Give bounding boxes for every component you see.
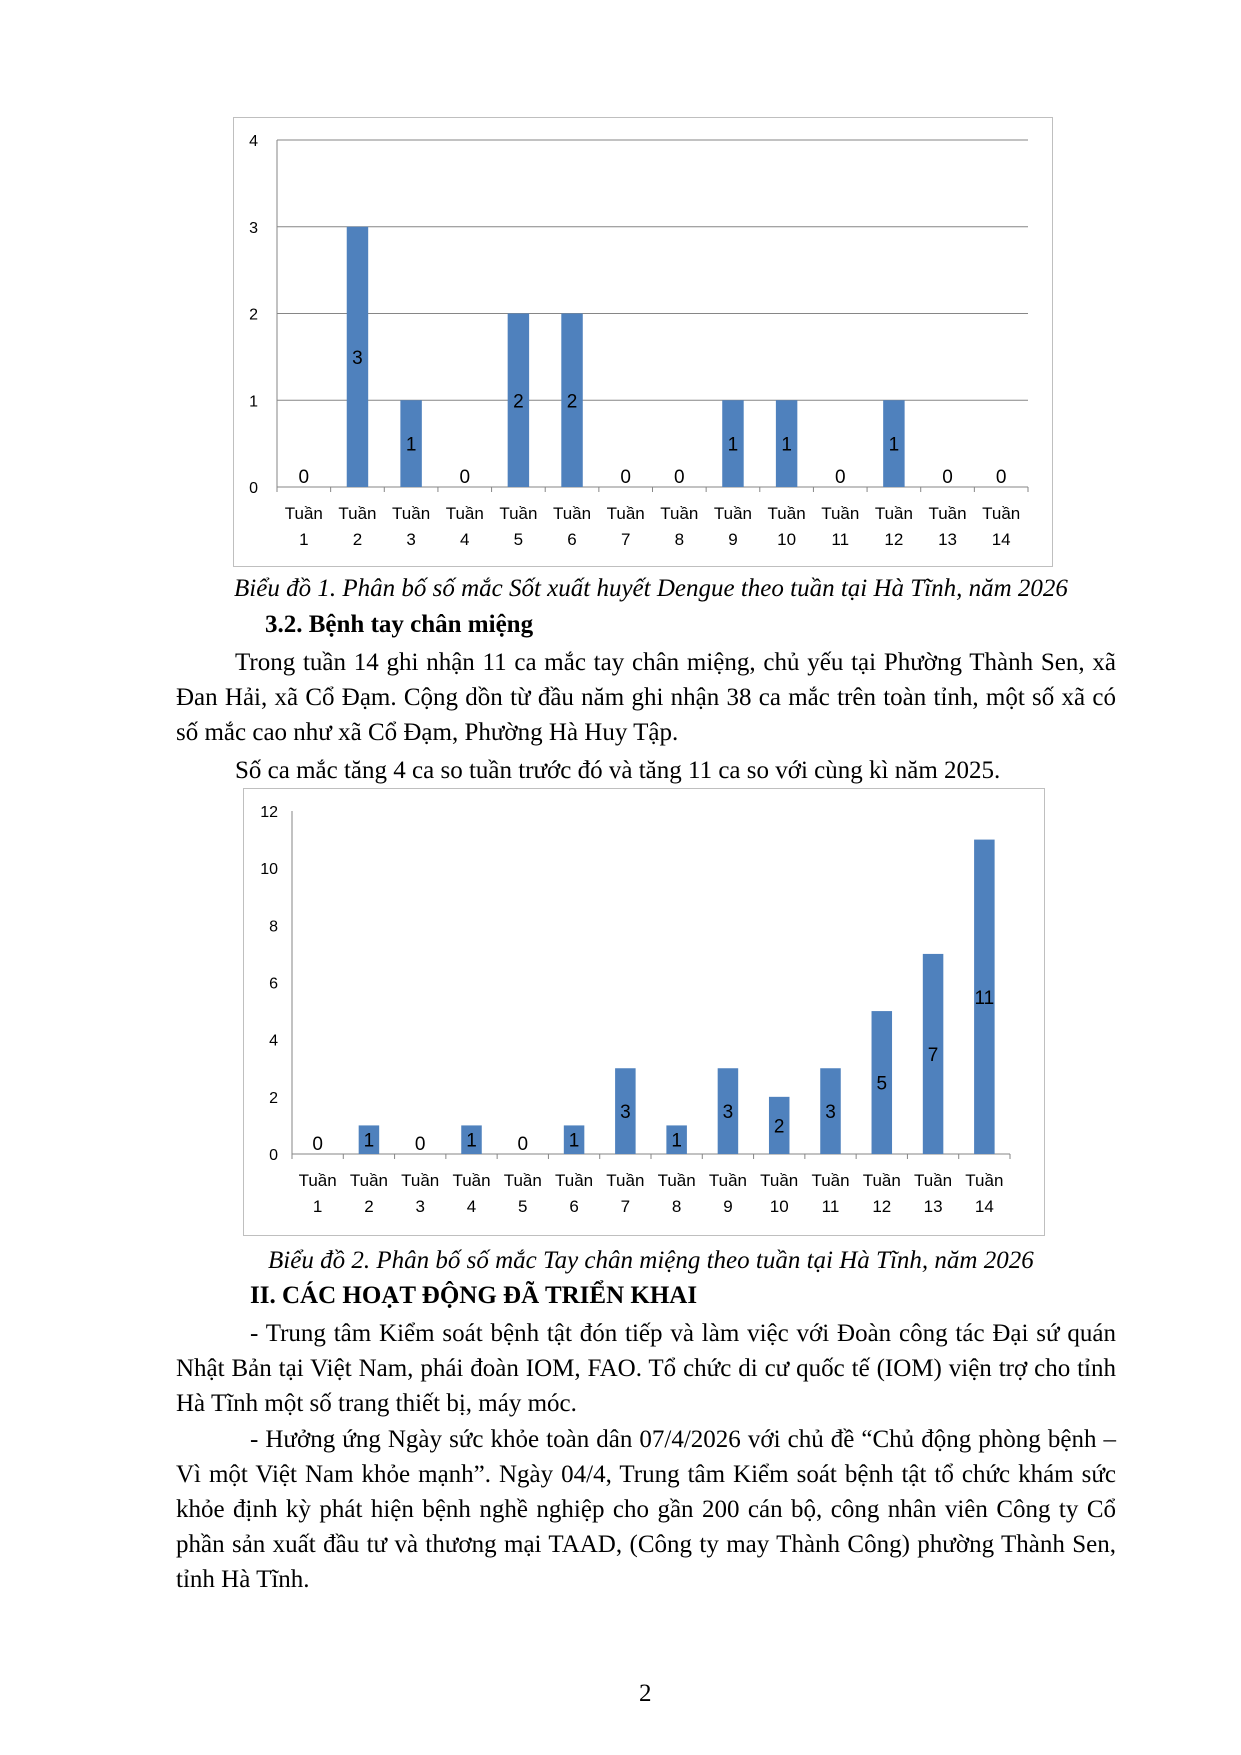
data-label: 1 [363,1130,375,1152]
x-tick-label-number: 5 [518,1197,528,1216]
x-tick-label-word: Tuần [552,504,592,523]
x-tick-label-word: Tuần [874,504,913,523]
data-label: 0 [298,467,310,488]
x-tick-label-word: Tuần [555,1171,594,1190]
data-label: 3 [620,1102,631,1124]
y-tick-label: 3 [249,219,258,237]
data-label: 1 [466,1130,477,1152]
data-label: 3 [722,1102,734,1124]
x-tick-label-number: 8 [671,1197,682,1216]
data-label: 1 [888,434,900,456]
data-label: 1 [671,1130,682,1152]
data-label: 0 [414,1134,426,1155]
data-label: 5 [876,1073,888,1095]
x-tick-label-word: Tuần [503,1171,542,1190]
x-tick-label-word: Tuần [284,504,323,523]
x-tick-label-number: 12 [884,530,904,549]
y-tick-label: 6 [269,975,278,993]
x-tick-label-word: Tuần [965,1171,1004,1190]
x-tick-label-number: 4 [466,1197,477,1216]
x-tick-label-word: Tuần [767,504,806,523]
x-tick-label-word: Tuần [760,1171,799,1190]
chart-dengue [233,117,1053,567]
section-II-paragraph-2: - Hưởng ứng Ngày sức khỏe toàn dân 07/4/2026 với chủ đề “Chủ động phòng bệnh – Vì một Việt Nam khỏe mạnh”. Ngày 04/4, Trung tâm Kiểm soát bệnh tật tổ chức khám sức khỏe định kỳ phát hiện bệnh nghề nghiệp cho gần 200 cán bộ, công nhân viên Công ty Cổ phần sản xuất đầu tư và thương mại TAAD, (Công ty may Thành Công) phường Thành Sen, tỉnh Hà Tĩnh. [176,1426,1116,1593]
x-tick-label-number: 10 [777,530,797,549]
data-label: 1 [727,434,739,456]
x-tick-label-number: 1 [312,1197,323,1216]
x-tick-label-word: Tuần [606,504,645,523]
x-tick-label-word: Tuần [713,504,753,523]
section-3-2-paragraph-2: Số ca mắc tăng 4 ca so tuần trước đó và tăng 11 ca so với cùng kì năm 2025. [235,757,1001,784]
data-label: 0 [459,467,471,488]
x-tick-label-word: Tuần [928,504,967,523]
y-tick-label: 4 [269,1032,278,1050]
x-tick-label-word: Tuần [298,1171,337,1190]
x-tick-label-number: 7 [620,530,631,549]
data-label: 11 [974,987,995,1009]
page-number: 2 [639,1680,652,1707]
x-tick-label-word: Tuần [338,504,377,523]
data-label: 0 [995,467,1007,488]
data-label: 0 [674,467,685,488]
x-tick-label-word: Tuần [657,1171,696,1190]
x-tick-label-word: Tuần [401,1171,440,1190]
data-label: 3 [825,1102,836,1124]
data-label: 2 [773,1116,785,1138]
y-tick-label: 8 [269,918,278,936]
x-tick-label-number: 10 [769,1197,789,1216]
data-label: 3 [352,347,363,369]
data-label: 2 [566,391,578,413]
x-tick-label-word: Tuần [862,1171,901,1190]
x-tick-label-word: Tuần [392,504,431,523]
chart1-caption: Biểu đồ 1. Phân bố số mắc Sốt xuất huyết Dengue theo tuần tại Hà Tĩnh, năm 2026 [234,575,1068,602]
x-tick-label-number: 8 [674,530,685,549]
x-tick-label-number: 1 [299,530,309,549]
x-tick-label-number: 5 [513,530,524,549]
x-tick-label-word: Tuần [811,1171,850,1190]
y-tick-label: 0 [249,480,258,497]
x-tick-label-number: 3 [415,1197,425,1216]
x-tick-label-word: Tuần [499,504,538,523]
y-tick-label: 2 [249,306,258,324]
data-label: 1 [405,434,417,456]
data-label: 0 [942,467,953,488]
section-3-2-heading: 3.2. Bệnh tay chân miệng [265,611,534,638]
chart2-caption: Biểu đồ 2. Phân bố số mắc Tay chân miệng theo tuần tại Hà Tĩnh, năm 2026 [268,1247,1034,1274]
x-tick-label-word: Tuần [914,1171,953,1190]
y-tick-label: 4 [249,133,258,150]
x-tick-label-word: Tuần [821,504,860,523]
x-tick-label-word: Tuần [660,504,699,523]
data-label: 0 [312,1134,323,1155]
data-label: 7 [927,1044,939,1066]
x-tick-label-number: 4 [460,530,470,549]
y-tick-label: 2 [269,1089,278,1107]
x-tick-label-number: 13 [923,1197,943,1216]
data-label: 0 [517,1134,529,1155]
data-label: 0 [834,467,846,488]
x-tick-label-number: 11 [821,1197,840,1216]
chart-hfmd [243,788,1045,1236]
section-II-heading: II. CÁC HOẠT ĐỘNG ĐÃ TRIỂN KHAI [250,1282,698,1309]
x-tick-label-word: Tuần [606,1171,645,1190]
x-tick-label-number: 7 [620,1197,631,1216]
y-tick-label: 10 [260,861,278,879]
data-label: 1 [568,1130,580,1152]
x-tick-label-number: 11 [831,530,850,549]
chart-hfmd-svg [244,789,1046,1237]
x-tick-label-number: 13 [938,530,957,549]
x-tick-label-word: Tuần [349,1171,388,1190]
y-tick-label: 0 [269,1147,278,1164]
x-tick-label-word: Tuần [982,504,1021,523]
data-label: 1 [781,434,792,456]
y-tick-label: 12 [260,804,278,821]
data-label: 2 [513,391,524,413]
chart-dengue-svg [234,118,1054,568]
x-tick-label-number: 9 [723,1197,733,1216]
x-tick-label-number: 2 [352,530,363,549]
x-tick-label-number: 6 [567,530,577,549]
x-tick-label-word: Tuần [452,1171,491,1190]
x-tick-label-number: 6 [569,1197,579,1216]
data-label: 0 [620,467,631,488]
section-3-2-paragraph-1: Trong tuần 14 ghi nhận 11 ca mắc tay chân miệng, chủ yếu tại Phường Thành Sen, xã Đan Hải, xã Cổ Đạm. Cộng dồn từ đầu năm ghi nhận 38 ca mắc trên toàn tỉnh, một số xã có số mắc cao như xã Cổ Đạm, Phường Hà Huy Tập. [176,649,1116,746]
section-II-paragraph-1: - Trung tâm Kiểm soát bệnh tật đón tiếp và làm việc với Đoàn công tác Đại sứ quán Nhật Bản tại Việt Nam, phái đoàn IOM, FAO. Tổ chức di cư quốc tế (IOM) viện trợ cho tỉnh Hà Tĩnh một số trang thiết bị, máy móc. [176,1320,1116,1417]
x-tick-label-number: 12 [872,1197,892,1216]
x-tick-label-word: Tuần [445,504,484,523]
x-tick-label-word: Tuần [708,1171,747,1190]
x-tick-label-number: 2 [364,1197,374,1216]
x-tick-label-number: 14 [991,530,1011,549]
x-tick-label-number: 9 [728,530,738,549]
x-tick-label-number: 14 [974,1197,994,1216]
y-tick-label: 1 [249,393,258,411]
x-tick-label-number: 3 [406,530,416,549]
